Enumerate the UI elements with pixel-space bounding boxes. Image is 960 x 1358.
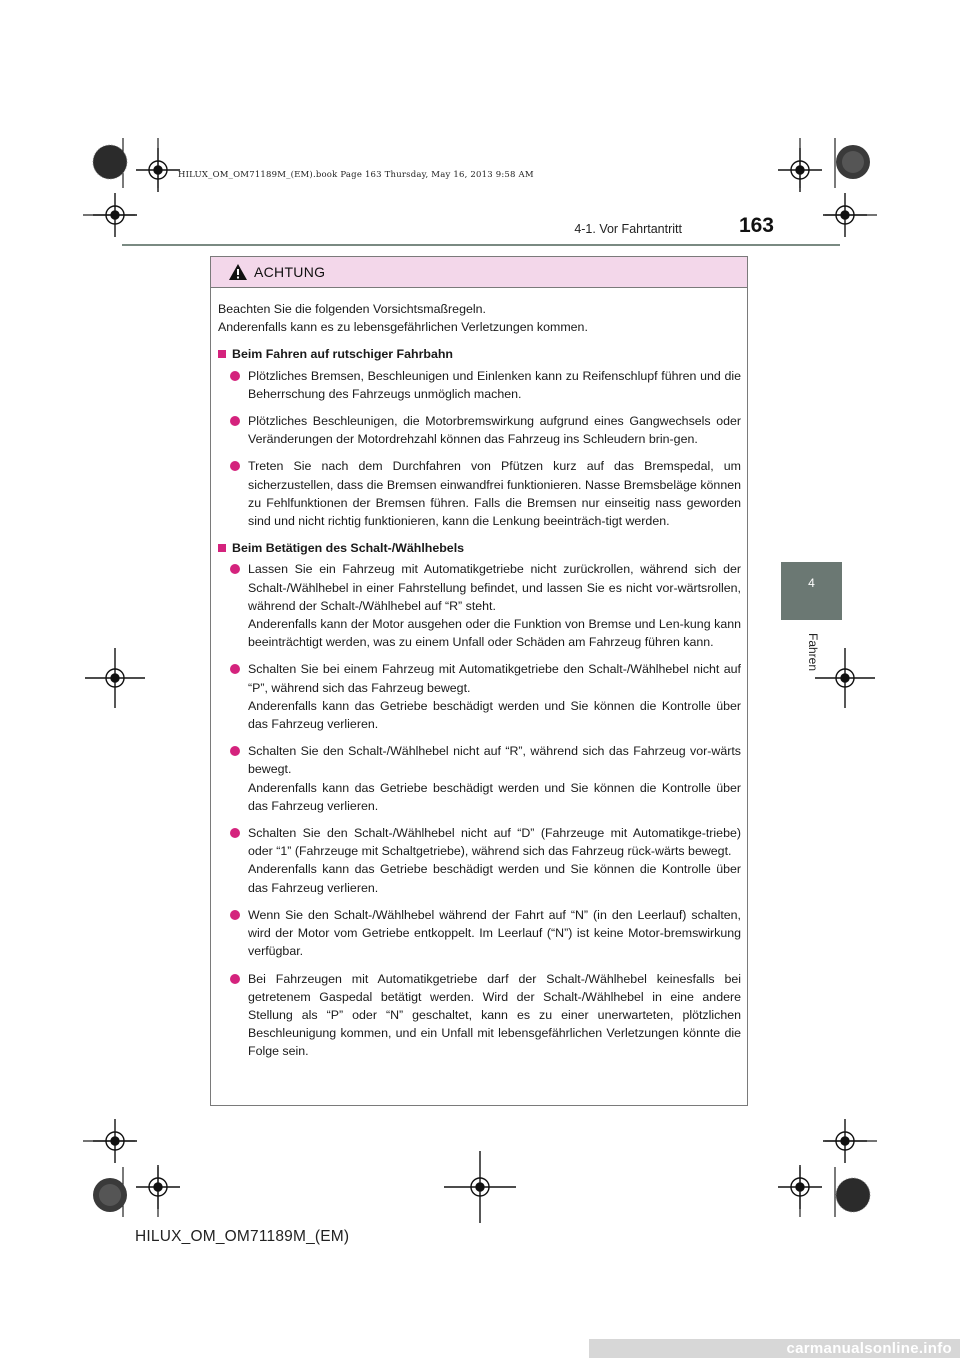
item-paragraph: Schalten Sie den Schalt-/Wählhebel nicht auf “D” (Fahrzeuge mit Automatikge-triebe) oder “1” (Fahrzeuge mit Schaltgetriebe), während sich das Fahrzeug rück-wärts bewegt. — [248, 826, 741, 859]
circle-bullet-icon — [230, 461, 240, 471]
circle-bullet-icon — [230, 746, 240, 756]
circle-bullet-icon — [230, 910, 240, 920]
warning-box — [210, 256, 748, 1106]
circle-bullet-icon — [230, 974, 240, 984]
item-paragraph: Lassen Sie ein Fahrzeug mit Automatikgetriebe nicht zurückrollen, während sich der Schalt-/Wählhebel in einer Fahrstellung befindet, und lassen Sie es nicht vor-wärtsrollen, während der Schalt-/Wählhebel auf “R” steht. — [248, 562, 741, 613]
list-item-text: Plötzliches Beschleunigen, die Motorbremswirkung aufgrund eines Gangwechsels oder Veränderungen der Motordrehzahl können das Fahrzeug ins Schleudern brin-gen. — [248, 414, 741, 447]
section-heading — [218, 539, 741, 557]
warning-intro — [218, 300, 741, 336]
circle-bullet-icon — [230, 371, 240, 381]
warning-header — [211, 257, 747, 288]
circle-bullet-icon — [230, 416, 240, 426]
header-rule — [122, 244, 840, 246]
warning-title: ACHTUNG — [254, 264, 326, 280]
section-heading — [218, 345, 741, 363]
book-info-line: HILUX_OM_OM71189M_(EM).book Page 163 Thursday, May 16, 2013 9:58 AM — [178, 170, 534, 180]
list-item — [230, 824, 741, 897]
list-item — [230, 412, 741, 448]
list-item — [230, 457, 741, 530]
footer-doc-id: HILUX_OM_OM71189M_(EM) — [135, 1228, 350, 1245]
circle-bullet-icon — [230, 664, 240, 674]
watermark-bar — [589, 1339, 960, 1358]
list-item-text: Treten Sie nach dem Durchfahren von Pfützen kurz auf das Bremspedal, um sicherzustellen, dass die Bremsen einwandfrei funktionieren. Nasse Bremsbeläge können zu Fehlfunktionen der Bremsen führen. Falls die Bremsen nur einseitig nass geworden sind und nicht richtig funktionieren, kann die Lenkung beeinträch-tigt werden. — [248, 459, 741, 529]
section-title: 4-1. Vor Fahrtantritt — [574, 222, 682, 236]
item-paragraph: Anderenfalls kann das Getriebe beschädigt werden und Sie können die Kontrolle über das Fahrzeug verlieren. — [248, 780, 741, 813]
circle-bullet-icon — [230, 828, 240, 838]
section-heading-text: Beim Betätigen des Schalt-/Wählhebels — [232, 541, 465, 556]
square-bullet-icon — [218, 350, 226, 358]
list-item-text: Wenn Sie den Schalt-/Wählhebel während der Fahrt auf “N” (in den Leerlauf) schalten, wird der Motor vom Getriebe entkoppelt. Im Leerlauf (“N”) ist keine Motor-bremswirkung verfügbar. — [248, 907, 741, 959]
list-item-text: Bei Fahrzeugen mit Automatikgetriebe darf der Schalt-/Wählhebel keinesfalls bei getretenem Gaspedal betätigt werden. Wird der Schalt-/Wählhebel in eine andere Stellung als “P” oder “N” geschaltet, kann es zu einer unerwarteten, plötzlichen Beschleunigung kommen, und ein Unfall mit lebensgefährlichen Verletzungen könnte die Folge sein. — [248, 971, 741, 1059]
circle-bullet-icon — [230, 564, 240, 574]
item-paragraph: Anderenfalls kann der Motor ausgehen oder die Funktion von Bremse und Len-kung kann beeinträchtigt werden, was zu einem Unfall oder Schäden am Fahrzeug führen kann. — [248, 617, 741, 650]
chapter-tab — [781, 562, 842, 620]
warning-triangle-icon — [228, 263, 248, 281]
item-paragraph: Schalten Sie den Schalt-/Wählhebel nicht auf “R”, während sich das Fahrzeug vor-wärts bewegt. — [248, 744, 741, 777]
list-item-text — [248, 660, 741, 733]
chapter-label-wrap — [783, 622, 843, 682]
list-item-text: Plötzliches Bremsen, Beschleunigen und Einlenken kann zu Reifenschlupf führen und die Beherrschung des Fahrzeugs unmöglich machen. — [248, 368, 741, 401]
warning-body — [211, 288, 747, 1061]
list-item — [230, 660, 741, 733]
list-item — [230, 742, 741, 815]
item-paragraph: Schalten Sie bei einem Fahrzeug mit Automatikgetriebe den Schalt-/Wählhebel nicht auf “P”, während sich das Fahrzeug bewegt. — [248, 662, 741, 695]
list-item — [230, 367, 741, 403]
section-heading-text: Beim Fahren auf rutschiger Fahrbahn — [232, 347, 454, 362]
intro-line: Anderenfalls kann es zu lebensgefährlichen Verletzungen kommen. — [218, 320, 588, 335]
list-item-text — [248, 824, 741, 897]
list-item — [230, 560, 741, 651]
list-item-text — [248, 742, 741, 815]
chapter-number: 4 — [808, 576, 815, 590]
list-item — [230, 970, 741, 1061]
intro-line: Beachten Sie die folgenden Vorsichtsmaßregeln. — [218, 302, 486, 316]
chapter-label: Fahren — [806, 632, 820, 672]
watermark-text: carmanualsonline.info — [786, 1340, 952, 1357]
list-item — [230, 906, 741, 961]
item-paragraph: Anderenfalls kann das Getriebe beschädigt werden und Sie können die Kontrolle über das Fahrzeug verlieren. — [248, 698, 741, 732]
item-paragraph: Anderenfalls kann das Getriebe beschädigt werden und Sie können die Kontrolle über das Fahrzeug verlieren. — [248, 862, 741, 895]
page-number: 163 — [738, 214, 774, 237]
list-item-text — [248, 560, 741, 651]
square-bullet-icon — [218, 544, 226, 552]
